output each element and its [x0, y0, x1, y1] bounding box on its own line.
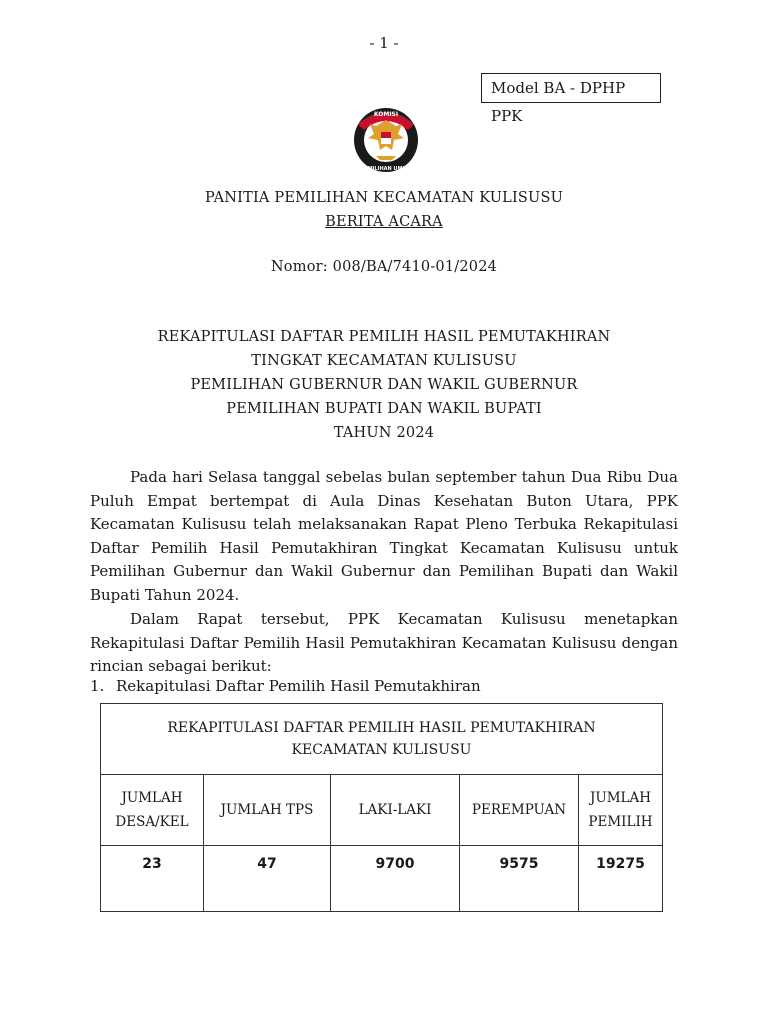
model-label-box: Model BA - DPHP PPK: [481, 73, 661, 103]
list-item: [90, 677, 481, 695]
list-number: 1.: [90, 677, 105, 695]
value-desa-kel: 23: [101, 846, 204, 912]
value-jumlah-tps: 47: [204, 846, 331, 912]
title-line: PEMILIHAN BUPATI DAN WAKIL BUPATI: [226, 401, 542, 417]
logo-text-bottom: PEMILIHAN UMUM: [360, 166, 412, 172]
header-jumlah-pemilih: JUMLAH PEMILIH: [579, 775, 663, 846]
list-text: Rekapitulasi Daftar Pemilih Hasil Pemutakhiran: [116, 677, 481, 695]
title-line: REKAPITULASI DAFTAR PEMILIH HASIL PEMUTAKHIRAN: [157, 329, 611, 345]
page-number: - 1 -: [369, 34, 399, 52]
body-paragraphs: [90, 466, 678, 679]
paragraph-meeting: Pada hari Selasa tanggal sebelas bulan september tahun Dua Ribu Dua Puluh Empat bertempat di Aula Dinas Kesehatan Buton Utara, PPK Kecamatan Kulisusu telah melaksanakan Rapat Pleno Terbuka Rekapitulasi Daftar Pemilih Hasil Pemutakhiran Tingkat Kecamatan Kulisusu untuk Pemilihan Gubernur dan Wakil Gubernur dan Pemilihan Bupati dan Wakil Bupati Tahun 2024.: [90, 468, 678, 604]
table-title: REKAPITULASI DAFTAR PEMILIH HASIL PEMUTAKHIRAN KECAMATAN KULISUSU: [101, 704, 663, 775]
document-number: Nomor: 008/BA/7410-01/2024: [270, 259, 498, 275]
recap-table: [100, 703, 663, 912]
header-perempuan: PEREMPUAN: [460, 775, 579, 846]
document-type: BERITA ACARA: [325, 214, 443, 230]
header-desa-kel: JUMLAH DESA/KEL: [101, 775, 204, 846]
logo-text-top: KOMISI: [373, 111, 399, 118]
value-laki-laki: 9700: [331, 846, 460, 912]
value-jumlah-pemilih: 19275: [579, 846, 663, 912]
header-laki-laki: LAKI-LAKI: [331, 775, 460, 846]
title-line: TINGKAT KECAMATAN KULISUSU: [251, 353, 517, 369]
table-row: [101, 846, 663, 912]
header-jumlah-tps: JUMLAH TPS: [204, 775, 331, 846]
kpu-emblem-icon: [350, 104, 422, 174]
title-line: TAHUN 2024: [333, 425, 435, 441]
title-line: PEMILIHAN GUBERNUR DAN WAKIL GUBERNUR: [190, 377, 578, 393]
committee-name: PANITIA PEMILIHAN KECAMATAN KULISUSU: [204, 190, 564, 206]
paragraph-decision: Dalam Rapat tersebut, PPK Kecamatan Kulisusu menetapkan Rekapitulasi Daftar Pemilih Hasil Pemutakhiran Kecamatan Kulisusu dengan rincian sebagai berikut:: [90, 610, 678, 675]
value-perempuan: 9575: [460, 846, 579, 912]
